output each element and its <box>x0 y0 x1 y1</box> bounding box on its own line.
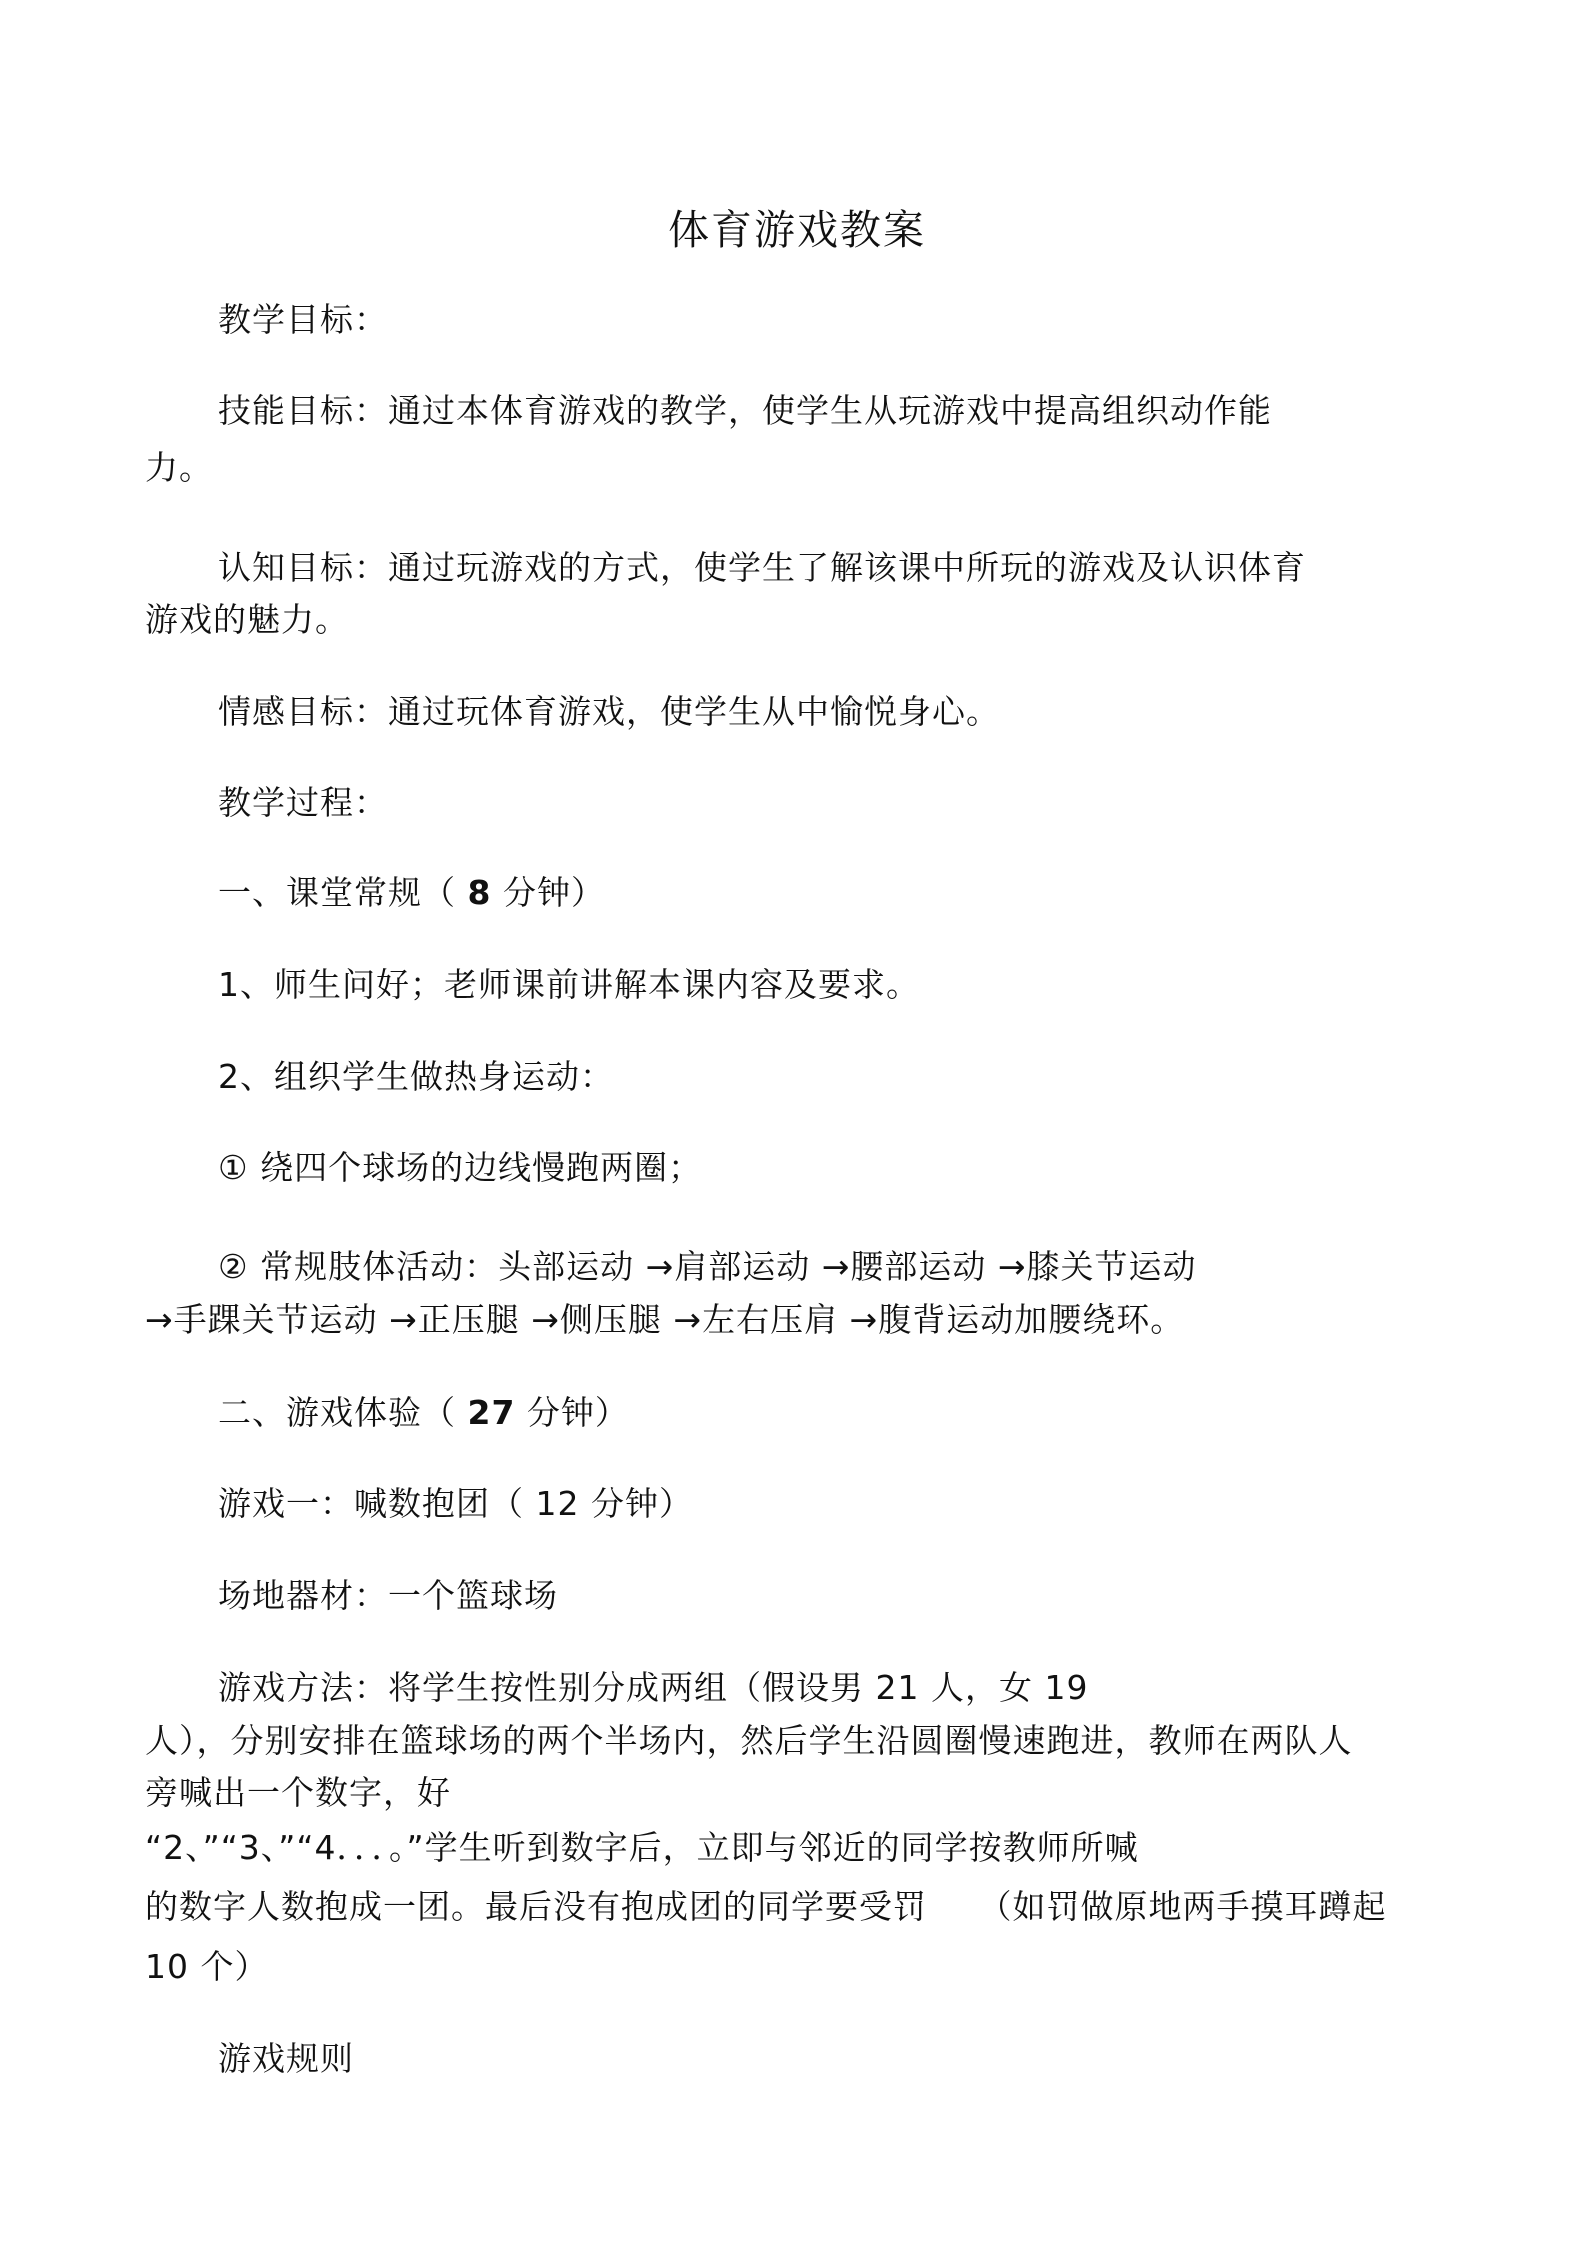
method-line-4: “2、”“3、”“4．．．。”学生听到数字后，立即与邻近的同学按教师所喊 <box>145 1828 1139 1867</box>
sub-item-1: ① 绕四个球场的边线慢跑两圈； <box>218 1148 703 1187</box>
goals-heading: 教学目标： <box>218 300 388 339</box>
section-2-unit: 分钟） <box>515 1393 629 1432</box>
section-1-minutes: 8 <box>467 873 492 912</box>
method-line-3: 旁喊出一个数字，好 <box>145 1773 451 1812</box>
section-2-minutes: 27 <box>467 1393 516 1432</box>
skill-goal-line-2: 力。 <box>145 448 213 487</box>
skill-goal-line-1: 技能目标：通过本体育游戏的教学，使学生从玩游戏中提高组织动作能 <box>218 391 1272 430</box>
section-1-heading <box>218 873 605 913</box>
section-1-label: 一、课堂常规（ <box>218 873 468 912</box>
method-line-1: 游戏方法：将学生按性别分成两组（假设男 21 人，女 19 <box>218 1668 1089 1707</box>
process-heading: 教学过程： <box>218 783 388 822</box>
item-2: 2、组织学生做热身运动： <box>218 1057 614 1096</box>
rules-heading: 游戏规则 <box>218 2039 354 2078</box>
sub-item-2-line-1: ② 常规肢体活动：头部运动 →肩部运动 →腰部运动 →膝关节运动 <box>218 1247 1197 1286</box>
section-2-heading <box>218 1393 629 1433</box>
method-line-2: 人），分别安排在篮球场的两个半场内，然后学生沿圆圈慢速跑进，教师在两队人 <box>145 1721 1353 1760</box>
equipment: 场地器材：一个篮球场 <box>218 1576 558 1615</box>
page-title: 体育游戏教案 <box>668 206 926 254</box>
cognitive-goal-line-2: 游戏的魅力。 <box>145 600 349 639</box>
game-1-heading: 游戏一：喊数抱团（ 12 分钟） <box>218 1484 693 1523</box>
sub-item-2-line-2: →手踝关节运动 →正压腿 →侧压腿 →左右压肩 →腹背运动加腰绕环。 <box>145 1300 1185 1339</box>
section-1-unit: 分钟） <box>491 873 605 912</box>
method-line-5: 的数字人数抱成一团。最后没有抱成团的同学要受罚 （如罚做原地两手摸耳蹲起 <box>145 1887 1387 1926</box>
cognitive-goal-line-1: 认知目标：通过玩游戏的方式，使学生了解该课中所玩的游戏及认识体育 <box>218 548 1306 587</box>
section-2-label: 二、游戏体验（ <box>218 1393 468 1432</box>
item-1: 1、师生问好；老师课前讲解本课内容及要求。 <box>218 965 920 1004</box>
method-line-6: 10 个） <box>145 1947 269 1986</box>
emotion-goal: 情感目标：通过玩体育游戏，使学生从中愉悦身心。 <box>218 692 1000 731</box>
